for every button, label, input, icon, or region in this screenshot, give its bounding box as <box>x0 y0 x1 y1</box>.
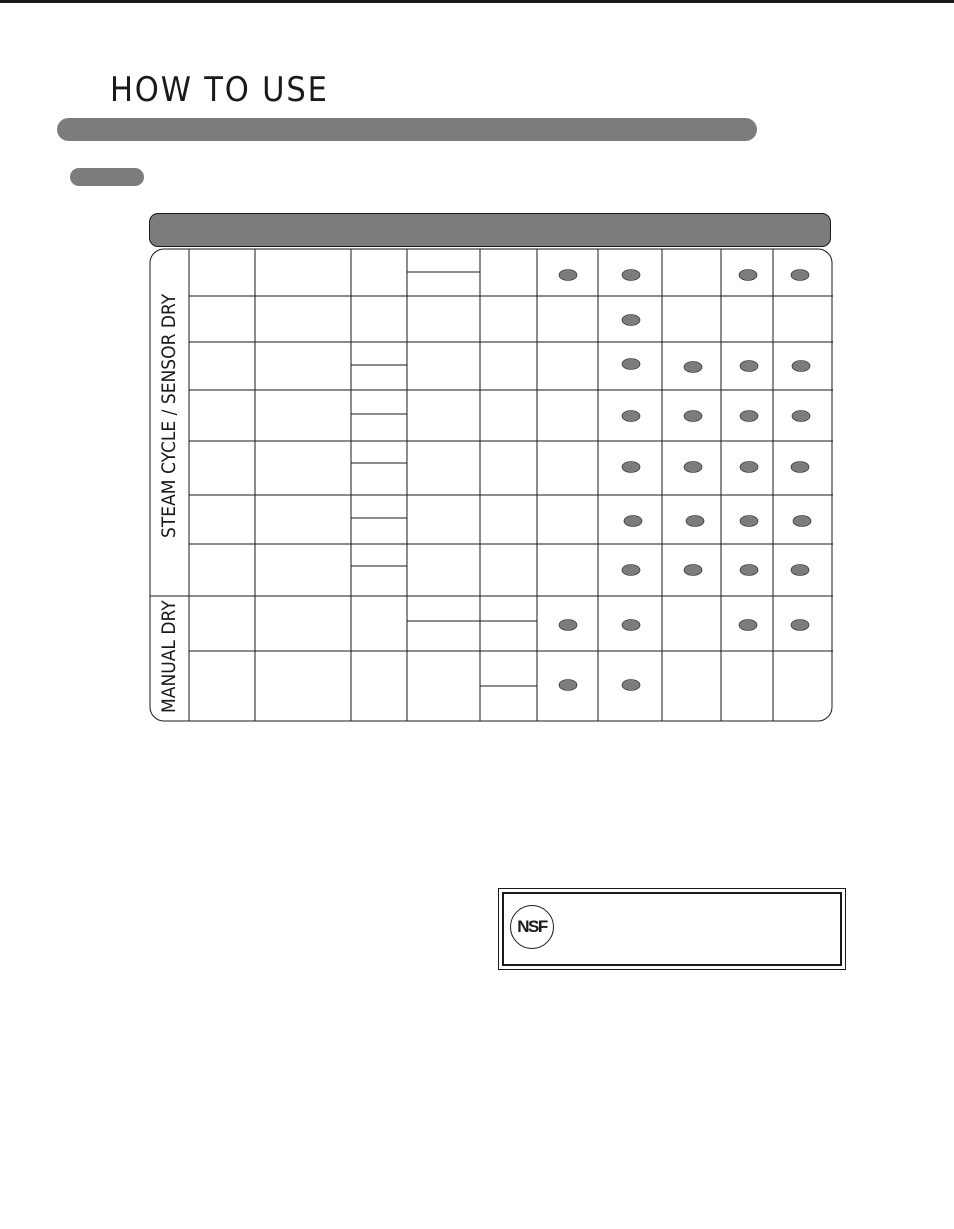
indicator-dot <box>740 361 758 372</box>
indicator-dot <box>793 516 811 527</box>
indicator-dot <box>622 270 640 281</box>
indicator-dot <box>559 620 577 631</box>
indicator-dot <box>791 462 809 473</box>
sub-row-lines <box>351 272 537 686</box>
nsf-logo <box>510 905 554 949</box>
indicator-dot <box>684 411 702 422</box>
nsf-logo-text: NSF <box>517 917 547 936</box>
indicator-dot <box>686 516 704 527</box>
table-frame <box>150 249 832 721</box>
indicator-dot <box>559 270 577 281</box>
indicator-dot <box>684 565 702 576</box>
indicator-dot <box>622 462 640 473</box>
indicator-dot <box>622 315 640 326</box>
nsf-notice-inner-border <box>502 892 842 966</box>
indicator-dot <box>740 516 758 527</box>
indicator-dot <box>559 680 577 691</box>
indicator-dot <box>791 565 809 576</box>
group-label-manual-dry: MANUAL DRY <box>158 600 180 713</box>
indicator-dot <box>684 462 702 473</box>
cycle-table <box>149 248 834 723</box>
indicator-dot <box>740 565 758 576</box>
column-lines <box>189 249 773 721</box>
page-title: HOW TO USE <box>110 70 329 110</box>
indicator-dot <box>622 411 640 422</box>
title-bar <box>57 118 757 141</box>
top-rule <box>0 0 954 3</box>
indicator-dot <box>624 516 642 527</box>
indicator-dot <box>740 462 758 473</box>
indicator-dot <box>622 359 640 370</box>
indicator-dot <box>622 565 640 576</box>
table-header-bar <box>149 213 831 247</box>
indicator-dot <box>792 411 810 422</box>
indicator-dot <box>791 270 809 281</box>
indicator-dot <box>684 362 702 373</box>
indicator-dot <box>739 270 757 281</box>
indicator-dot <box>622 620 640 631</box>
cycle-table-grid <box>149 248 834 723</box>
group-label-steam-sensor: STEAM CYCLE / SENSOR DRY <box>158 293 180 538</box>
section-pill <box>70 168 144 186</box>
nsf-notice-box <box>498 888 846 970</box>
indicator-dot <box>622 680 640 691</box>
indicator-dot <box>791 620 809 631</box>
indicator-dot <box>739 620 757 631</box>
indicator-dot <box>792 361 810 372</box>
indicator-dot <box>740 411 758 422</box>
row-lines <box>150 293 833 651</box>
